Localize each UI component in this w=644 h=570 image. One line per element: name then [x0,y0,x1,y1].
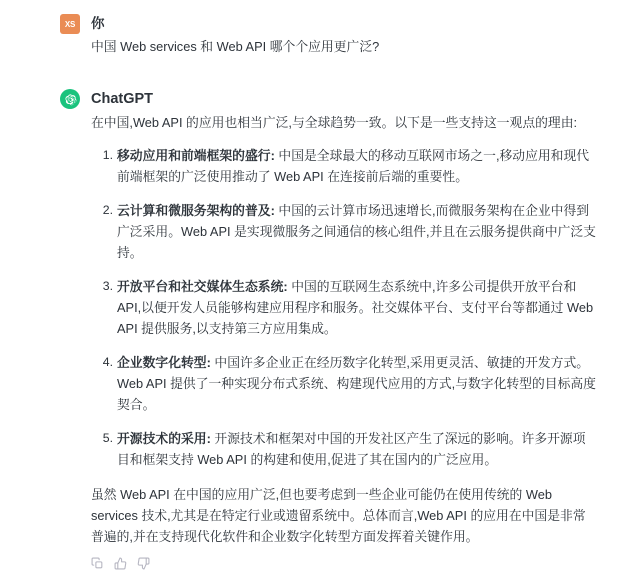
list-item-title: 云计算和微服务架构的普及: [117,203,275,218]
list-item-body: 中国的互联网生态系统中,许多公司提供开放平台和 API,以便开发人员能够构建应用程序和服务。社交媒体平台、支付平台等都通过 Web API 提供服务,以支持第三方应用集成。 [117,279,594,336]
message-body [91,14,596,57]
user-message-text: 中国 Web services 和 Web API 哪个个应用更广泛? [91,39,380,54]
list-item [117,145,596,187]
message-assistant [0,89,644,570]
message-action-bar [91,557,596,570]
assistant-closing-block [91,484,596,547]
message-user [0,14,644,57]
assistant-points-list [91,145,596,470]
list-item-title: 企业数字化转型: [117,355,211,370]
list-item [117,352,596,415]
message-body [91,89,596,570]
list-item-title: 开放平台和社交媒体生态系统: [117,279,288,294]
chatgpt-logo-icon [60,89,80,109]
thumbs-down-icon[interactable] [137,557,150,570]
list-item-title: 移动应用和前端框架的盛行: [117,148,275,163]
list-item-body: 开源技术和框架对中国的开发社区产生了深远的影响。许多开源项目和框架支持 Web API 的构建和使用,促进了其在国内的广泛应用。 [117,431,586,467]
assistant-intro-paragraph: 在中国,Web API 的应用也相当广泛,与全球趋势一致。以下是一些支持这一观点的理由: [91,115,578,130]
list-item-body: 中国许多企业正在经历数字化转型,采用更灵活、敏捷的开发方式。Web API 提供了一种实现分布式系统、构建现代应用的方式,与数字化转型的目标高度契合。 [117,355,596,412]
list-item-title: 开源技术的采用: [117,431,211,446]
user-avatar-initials: XS [64,19,76,29]
message-author: ChatGPT [91,91,154,107]
list-item [117,200,596,263]
assistant-closing-paragraph: 虽然 Web API 在中国的应用广泛,但也要考虑到一些企业可能仍在使用传统的 Web services 技术,尤其是在特定行业或遗留系统中。总体而言,Web API 的应用在中国是非常普遍的,并在支持现代化软件和企业数字化转型方面发挥着关键作用。 [91,487,586,544]
message-author: 你 [91,16,105,31]
thumbs-up-icon[interactable] [114,557,127,570]
list-item [117,276,596,339]
user-avatar [60,14,80,34]
list-item-body: 中国的云计算市场迅速增长,而微服务架构在企业中得到广泛采用。Web API 是实现微服务之间通信的核心组件,并且在云服务提供商中广泛支持。 [117,203,596,260]
list-item-body: 中国是全球最大的移动互联网市场之一,移动应用和现代前端框架的广泛使用推动了 Web API 在连接前后端的重要性。 [117,148,590,184]
copy-icon[interactable] [91,557,104,570]
list-item [117,428,596,470]
